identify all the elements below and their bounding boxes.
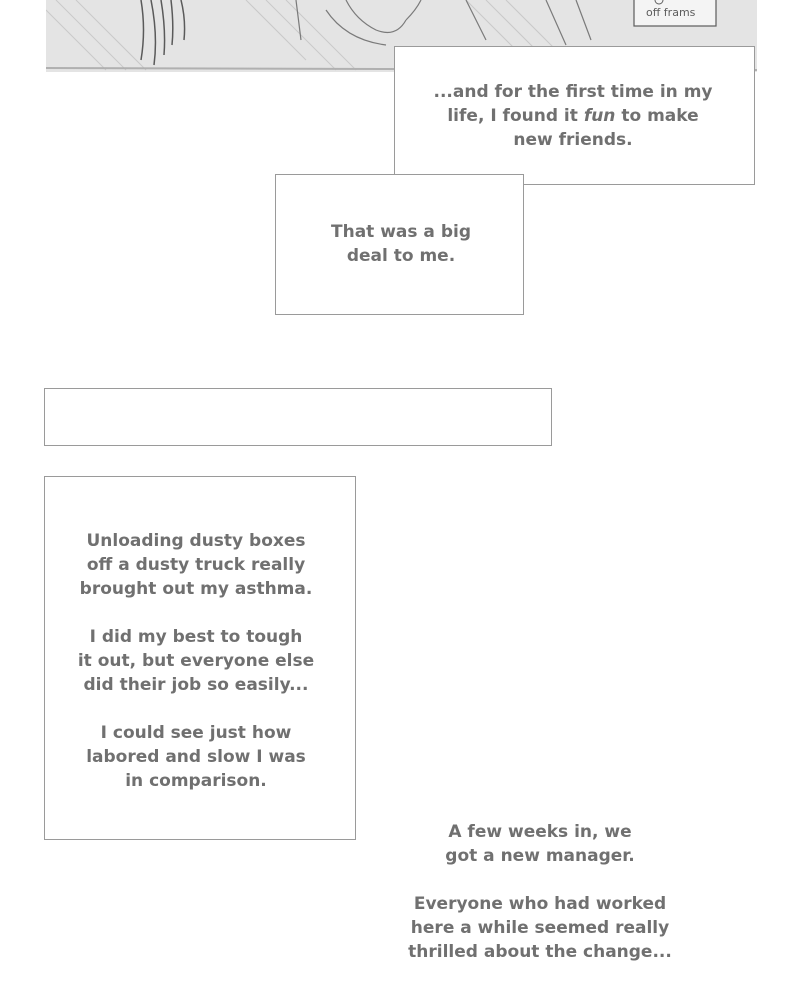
- paragraph-gap: [66, 601, 326, 625]
- caption-segment: life, I found it: [447, 106, 584, 126]
- caption-asthma: [66, 529, 326, 793]
- caption-line: thrilled about the change...: [408, 942, 672, 962]
- paragraph-gap: [400, 868, 680, 892]
- caption-box-overlap-edge: [523, 183, 524, 184]
- caption-line: got a new manager.: [445, 846, 635, 866]
- caption-line: I could see just how: [100, 723, 292, 743]
- caption-segment: to make: [615, 106, 699, 126]
- caption-line: here a while seemed really: [410, 918, 670, 938]
- caption-line: Unloading dusty boxes: [86, 531, 306, 551]
- caption-box-overlap-mask: [395, 175, 523, 184]
- caption-line: off a dusty truck really: [86, 555, 306, 575]
- caption-emphasis: fun: [583, 106, 616, 126]
- caption-line-with-emphasis: [432, 104, 714, 128]
- paragraph-gap: [66, 697, 326, 721]
- caption-first-time: [432, 80, 714, 152]
- caption-big-deal: [301, 220, 501, 268]
- caption-new-manager: [400, 820, 680, 964]
- sign-text: off frams: [646, 6, 696, 19]
- caption-line: labored and slow I was: [86, 747, 306, 767]
- caption-line: deal to me.: [346, 246, 456, 266]
- empty-caption-box: [44, 388, 552, 446]
- caption-line: ...and for the first time in my: [433, 82, 713, 102]
- caption-line: it out, but everyone else: [77, 651, 315, 671]
- caption-line: in comparison.: [125, 771, 267, 791]
- caption-line: Everyone who had worked: [413, 894, 667, 914]
- caption-line: did their job so easily...: [83, 675, 309, 695]
- caption-line: That was a big: [331, 222, 471, 242]
- caption-line: new friends.: [513, 130, 633, 150]
- caption-line: I did my best to tough: [89, 627, 303, 647]
- caption-line: A few weeks in, we: [448, 822, 632, 842]
- caption-line: brought out my asthma.: [79, 579, 313, 599]
